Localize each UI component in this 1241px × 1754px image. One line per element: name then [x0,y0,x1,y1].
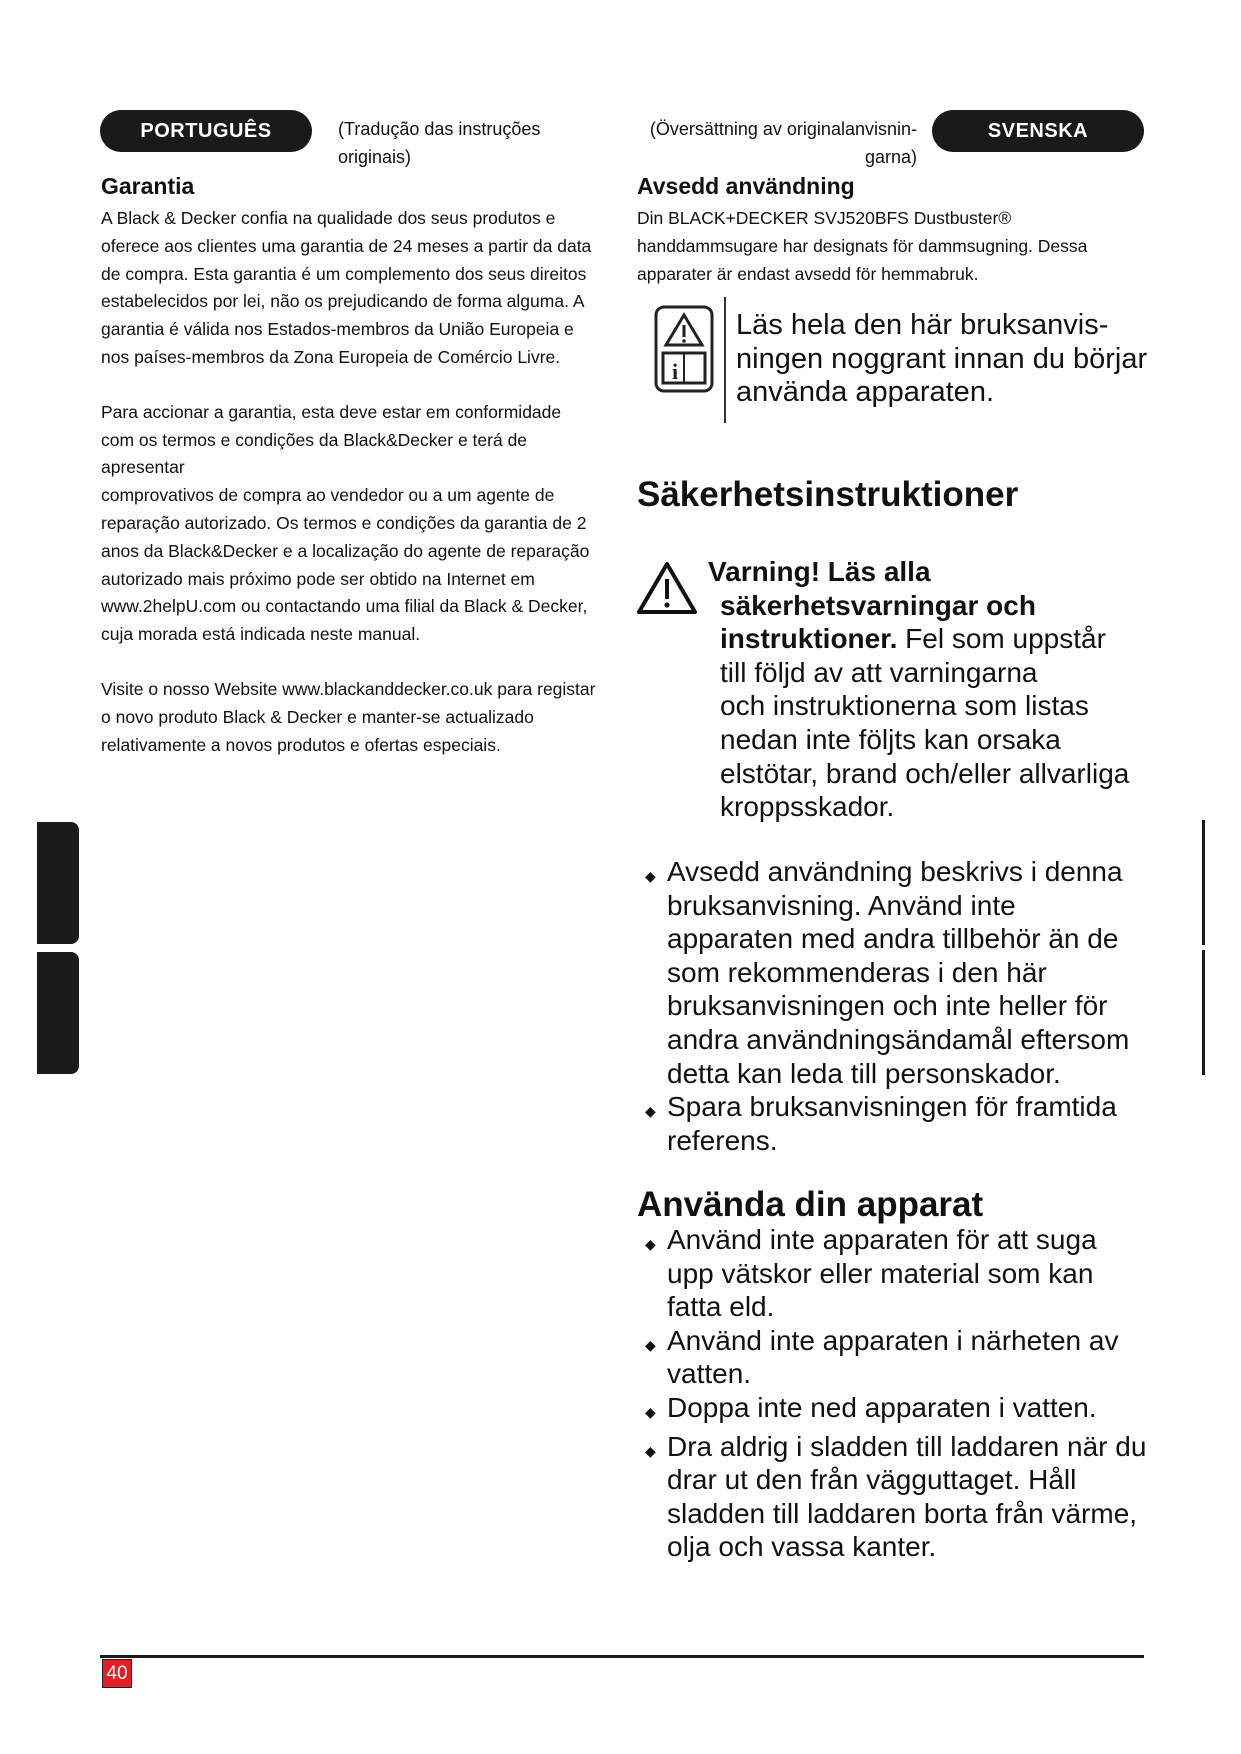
bullet-diamond-icon: ◆ [645,1336,656,1353]
read-manual-line: Läs hela den här bruksanvis- [736,309,1109,341]
warning-triangle-icon [636,561,698,615]
warning-rest-line: och instruktionerna som listas [720,690,1089,722]
footer-rule [100,1655,1144,1658]
bullet-diamond-icon: ◆ [645,1103,656,1120]
bullet-text: Använd inte apparaten för att suga upp vätskor eller material som kan fatta eld. [667,1224,1097,1323]
bullet-text: Avsedd användning beskrivs i denna bruksanvisning. Använd inte apparaten med andra tillbehör än de som rekommenderas i den här bruksanvisningen och inte heller för andra användningsändamål eftersom detta kan leda till personskador. [667,856,1130,1089]
warning-bold-line: Varning! Läs alla [708,556,931,587]
read-manual-line: ningen noggrant innan du börjar [736,342,1148,375]
warning-rest-first: Fel som uppstår [905,623,1106,655]
side-tab-upper [37,822,79,944]
bullet-diamond-icon: ◆ [645,1403,656,1420]
warning-rest-line: nedan inte följts kan orsaka [720,723,1061,755]
list-item [645,855,1145,1090]
bullet-diamond-icon: ◆ [645,868,656,884]
warning-bold-line: instruktioner. [720,623,898,655]
list-item [645,1324,1150,1391]
heading-safety-instructions: Säkerhetsinstruktioner [637,475,1019,514]
translation-note-pt [338,115,598,171]
list-item [645,1430,1150,1564]
using-bullet-list [645,1223,1150,1564]
list-item [645,1223,1150,1324]
svg-text:i: i [672,359,679,384]
bullet-text: Dra aldrig i sladden till laddaren när du drar ut den från vägguttaget. Håll sladden till laddaren borta från värme, olja och vassa kanter. [667,1430,1147,1563]
intended-use-text: Din BLACK+DECKER SVJ520BFS Dustbuster® handdammsugare har designats för dammsugning. Dessa apparater är endast avsedd för hemmabruk. [637,208,1088,284]
heading-garantia: Garantia [101,173,195,199]
translation-note-sv [620,115,917,171]
warning-bold-line: säkerhetsvarningar och [720,589,1036,621]
list-item [645,1090,1145,1157]
bullet-diamond-icon: ◆ [645,1442,656,1459]
language-badge-portugues: PORTUGUÊS [100,110,312,152]
warning-mixed-line [708,622,1158,656]
bullet-diamond-icon: ◆ [645,1236,656,1252]
warranty-paragraph-2b: comprovativos de compra ao vendedor ou a um agente de reparação autorizado. Os termos e condições da garantia de 2 anos da Black&Decker e a localização do agente de reparação autorizado mais próximo pode ser obtido na Internet em www.2helpU.com ou contactando uma filial da Black & Decker, cuja morada está indicada neste manual. [101,485,590,645]
side-rule-upper [1202,820,1205,945]
read-manual-icon [654,305,714,393]
warning-rest-line: elstötar, brand och/eller allvarliga [720,757,1130,789]
bullet-text: Doppa inte ned apparaten i vatten. [667,1391,1097,1423]
read-manual-divider [724,297,726,423]
heading-using-appliance: Använda din apparat [637,1185,984,1224]
page-number: 40 [102,1659,132,1688]
translation-note-line: (Översättning av originalanvisnin- [649,119,917,139]
bullet-text: Spara bruksanvisningen för framtida referens. [667,1091,1117,1156]
read-manual-line: använda apparaten. [736,376,994,409]
translation-note-line: garna) [864,147,917,167]
safety-bullet-list [645,855,1145,1157]
warranty-paragraph-3: Visite o nosso Website www.blackanddecker.co.uk para registar o novo produto Black & Decker e manter-se actualizado relativamente a novos produtos e ofertas especiais. [101,678,596,755]
language-badge-svenska: SVENSKA [932,110,1144,152]
side-rule-lower [1202,950,1205,1075]
warning-rest-line: till följd av att varningarna [720,656,1038,688]
warranty-paragraph-2a: Para accionar a garantia, esta deve estar em conformidade com os termos e condições da Black&Decker e terá de apresentar [101,401,562,478]
translation-note-line: (Tradução das instruções [338,119,541,139]
warranty-text [101,205,596,759]
warning-rest-line: kroppsskador. [720,791,895,823]
heading-intended-use: Avsedd användning [637,173,855,199]
translation-note-line: originais) [338,147,412,167]
read-manual-text [736,309,1156,410]
list-item [645,1391,1150,1430]
warranty-paragraph-1: A Black & Decker confia na qualidade dos seus produtos e oferece aos clientes uma garantia de 24 meses a partir da data de compra. Esta garantia é um complemento dos seus direitos estabelecidos por lei, não os prejudicando de forma alguma. A garantia é válida nos Estados-membros da União Europeia e nos países-membros da Zona Europeia de Comércio Livre. [101,208,592,367]
bullet-text: Använd inte apparaten i närheten av vatten. [667,1324,1119,1390]
warning-text [708,555,1158,824]
side-tab-lower [37,952,79,1074]
